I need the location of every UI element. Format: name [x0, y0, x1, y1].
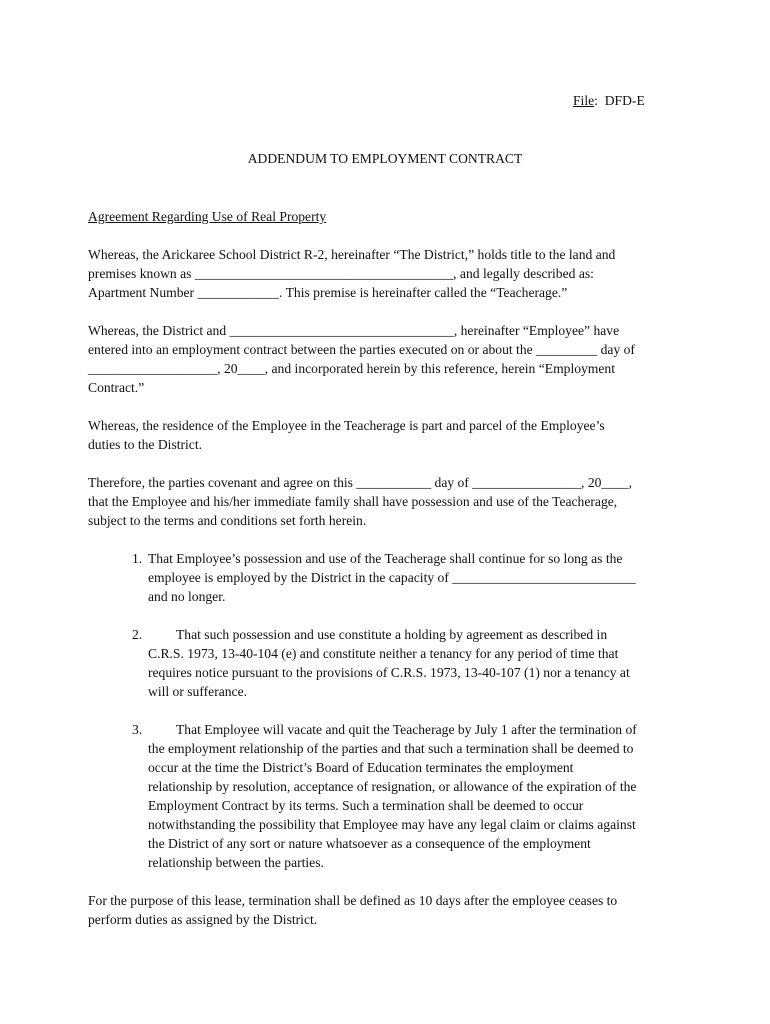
text-line: perform duties as assigned by the District. [88, 912, 318, 927]
text-line: That Employee’s possession and use of the Teacherage shall continue for so long as the [148, 551, 623, 566]
text-line: will or sufferance. [148, 684, 248, 699]
text-line: relationship by resolution, acceptance of resignation, or allowance of the expiration of the [148, 779, 637, 794]
paragraph-termination [88, 891, 688, 929]
text-line: Contract.” [88, 380, 145, 395]
text-line: Whereas, the Arickaree School District R-2, hereinafter “The District,” holds title to the land and [88, 247, 616, 262]
text-line: duties to the District. [88, 437, 203, 452]
text-line: premises known as ______________________________________, and legally described as: [88, 266, 594, 281]
text-line: requires notice pursuant to the provisions of C.R.S. 1973, 13-40-107 (1) nor a tenancy at [148, 665, 630, 680]
paragraph-property [88, 245, 688, 302]
text-line: the employment relationship of the parties and that such a termination shall be deemed to [148, 741, 634, 756]
text-line: relationship between the parties. [148, 855, 324, 870]
list-item [88, 720, 688, 872]
text-line: subject to the terms and conditions set forth herein. [88, 513, 367, 528]
text-line: Whereas, the residence of the Employee in the Teacherage is part and parcel of the Employee’s [88, 418, 605, 433]
text-line: C.R.S. 1973, 13-40-104 (e) and constitute neither a tenancy for any period of time that [148, 646, 619, 661]
paragraph-employee [88, 321, 688, 397]
text-line: employee is employed by the District in the capacity of ___________________________ [148, 570, 636, 585]
list-item [88, 625, 688, 701]
section-heading: Agreement Regarding Use of Real Property [88, 209, 327, 224]
text-line: Whereas, the District and _________________________________, hereinafter “Employee” have [88, 323, 620, 338]
file-code: DFD-E [604, 93, 645, 108]
text-line: and no longer. [148, 589, 226, 604]
file-reference [573, 91, 645, 110]
text-line: that the Employee and his/her immediate family shall have possession and use of the Teacherage, [88, 494, 618, 509]
text-line: For the purpose of this lease, termination shall be defined as 10 days after the employee ceases to [88, 893, 618, 908]
text-line: That Employee will vacate and quit the Teacherage by July 1 after the termination of [176, 722, 637, 737]
text-line: the District of any sort or nature whatsoever as a consequence of the employment [148, 836, 591, 851]
text-line: Therefore, the parties covenant and agree on this ___________ day of ________________, 20____, [88, 475, 632, 490]
terms-list [88, 549, 688, 872]
paragraph-covenant [88, 473, 688, 530]
list-item [88, 549, 688, 606]
file-label: File [573, 93, 595, 108]
text-line: Apartment Number ____________. This premise is hereinafter called the “Teacherage.” [88, 285, 568, 300]
document-body [88, 207, 688, 948]
list-item-number: 2. [132, 627, 143, 642]
list-item-number: 3. [132, 722, 143, 737]
paragraph-residence [88, 416, 688, 454]
text-line: entered into an employment contract between the parties executed on or about the _________ day of [88, 342, 635, 357]
text-line: ___________________, 20____, and incorporated herein by this reference, herein “Employment [88, 361, 615, 376]
text-line: occur at the time the District’s Board of Education terminates the employment [148, 760, 574, 775]
document-title: ADDENDUM TO EMPLOYMENT CONTRACT [247, 151, 523, 166]
file-separator: : [594, 93, 598, 108]
text-line: Employment Contract by its terms. Such a termination shall be deemed to occur [148, 798, 584, 813]
text-line: notwithstanding the possibility that Employee may have any legal claim or claims against [148, 817, 636, 832]
list-item-number: 1. [132, 551, 143, 566]
text-line: That such possession and use constitute a holding by agreement as described in [176, 627, 608, 642]
